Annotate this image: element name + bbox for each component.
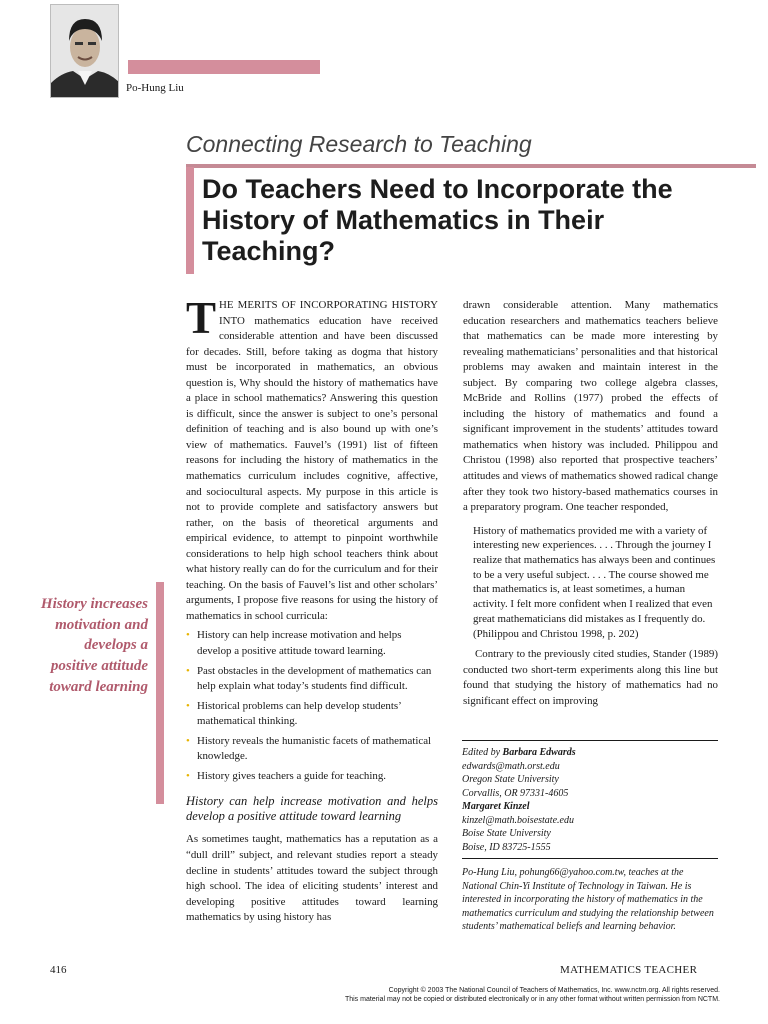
editors-box [462, 746, 720, 854]
author-photo [50, 4, 119, 98]
body-column-2 [463, 298, 718, 709]
intro-text: mathematics education have received considerable attention and have been discussed for decades. Still, before taking as dogma that history must be incorporated in mathematics, an obvious question is, Why should the history of mathematics have a place in school mathematics? Answering this question is difficult, since the answer is subject to one’s personal definition of teaching and is also bound up with one’s view of mathematics. Fauvel’s (1991) list of fifteen reasons for including the history of mathematics in the mathematics curriculum includes cognitive, affective, and sociocultural aspects. My purpose in this article is not to provide complete and satisfactory answers but rather, on the basis of theoretical arguments and empirical evidence, to attempt to pinpoint worthwhile considerations to help high school teachers think about what history really can do for the curriculum and for their teaching. On the basis of Fauvel’s list and other scholars’ arguments, I propose five reasons for using the history of mathematics in school curricula: [186, 314, 438, 622]
pullquote-bar [156, 582, 164, 804]
lead-smallcaps: HE MERITS OF INCORPORATING HISTORY INTO [219, 299, 438, 327]
editor-address: Boise, ID 83725-1555 [462, 841, 551, 853]
list-item [186, 664, 438, 695]
page-number: 416 [50, 964, 67, 976]
bullet-icon: • [186, 769, 190, 782]
drop-cap: T [186, 293, 217, 343]
bullet-icon: • [186, 664, 190, 677]
block-quote: History of mathematics provided me with a variety of interesting new experiences. . . . Through the journey I realize that mathematics has always been and continues to be a very useful subject. . . . The course showed me that mathematics is, at least sometimes, a human activity. I felt more confident when I realized that even great mathematicians did mistakes as I frequently do. (Philippou and Christou 1998, p. 202) [473, 524, 716, 640]
copyright-notice [250, 986, 720, 1004]
author-name: Po-Hung Liu [126, 82, 184, 94]
editor-name: Barbara Edwards [502, 747, 576, 758]
author-pink-bar [128, 60, 320, 74]
body-paragraph: As sometimes taught, mathematics has a reputation as a “dull drill” subject, and relevant studies report a steady decline in students’ attitudes toward the subject through high school. The idea of eliciting students’ interest and developing positive attitudes toward learning mathematics by using history has [186, 833, 438, 924]
series-heading: Connecting Research to Teaching [186, 131, 532, 157]
list-item-text: History gives teachers a guide for teaching. [197, 769, 387, 782]
title-top-rule [186, 164, 756, 168]
body-paragraph: Contrary to the previously cited studies, Stander (1989) conducted two short-term experiments along this line but found that studying the history of mathematics had no significant effect on improving [463, 648, 718, 707]
section-subhead: History can help increase motivation and helps develop a positive attitude toward learning [186, 794, 438, 824]
bullet-icon: • [186, 734, 190, 747]
list-item [186, 734, 438, 765]
editor-name: Margaret Kinzel [462, 801, 530, 812]
editor-email-link[interactable]: edwards@math.orst.edu [462, 760, 560, 772]
list-item-text: History reveals the humanistic facets of mathematical knowledge. [197, 734, 432, 763]
article-title: Do Teachers Need to Incorporate the History of Mathematics in Their Teaching? [202, 174, 673, 266]
editor-affiliation: Oregon State University [462, 774, 559, 785]
intro-paragraph [186, 293, 438, 624]
editor-affiliation: Boise State University [462, 828, 551, 839]
bullet-icon: • [186, 629, 190, 642]
bio-rule [462, 858, 718, 859]
pullquote: History increases motivation and develops a positive attitude toward learning [40, 596, 148, 695]
copyright-line: Copyright © 2003 The National Council of Teachers of Mathematics, Inc. www.nctm.org. All rights reserved. [388, 987, 720, 994]
body-paragraph: drawn considerable attention. Many mathematics education researchers and mathematics teachers believe that mathematics can be made more interesting by revealing mathematicians’ personalities and that historical problems may awaken and maintain interest in the subject. By comparing two college algebra classes, McBride and Rollins (1977) probed the effects of including the history of mathematics and found a significant improvement in the students’ attitudes toward mathematics when history was included. Philippou and Christou (1998) also reported that prospective teachers’ attitudes and views of mathematics showed radical change after they took two history-based mathematics courses in a preparatory program. One teacher responded, [463, 299, 718, 514]
editor-email-link[interactable]: kinzel@math.boisestate.edu [462, 814, 574, 826]
edited-by-label: Edited by [462, 747, 501, 758]
journal-name: MATHEMATICS TEACHER [560, 964, 698, 976]
author-bio: Po-Hung Liu, pohung66@yahoo.com.tw, teaches at the National Chin-Yi Institute of Technology in Taiwan. He is interested in incorporating the history of mathematics in the mathematics curriculum and studying the relationship between students’ mathematical beliefs and learning behavior. [462, 867, 714, 932]
list-item-text: Historical problems can help develop students’ mathematical thinking. [197, 699, 401, 728]
list-item-text: History can help increase motivation and helps develop a positive attitude toward learning. [197, 629, 402, 658]
editor-address: Corvallis, OR 97331-4605 [462, 787, 569, 799]
copyright-line: This material may not be copied or distributed electronically or in any other format without written permission from NCTM. [344, 996, 720, 1003]
list-item [186, 628, 438, 659]
title-side-bar [186, 167, 194, 274]
reasons-list [186, 628, 438, 784]
list-item-text: Past obstacles in the development of mathematics can help explain what today’s students find difficult. [197, 664, 432, 693]
editors-rule [462, 740, 718, 741]
list-item [186, 699, 438, 730]
body-column-1 [186, 293, 438, 926]
author-portrait-icon [51, 5, 119, 98]
bullet-icon: • [186, 699, 190, 712]
list-item [186, 769, 438, 785]
